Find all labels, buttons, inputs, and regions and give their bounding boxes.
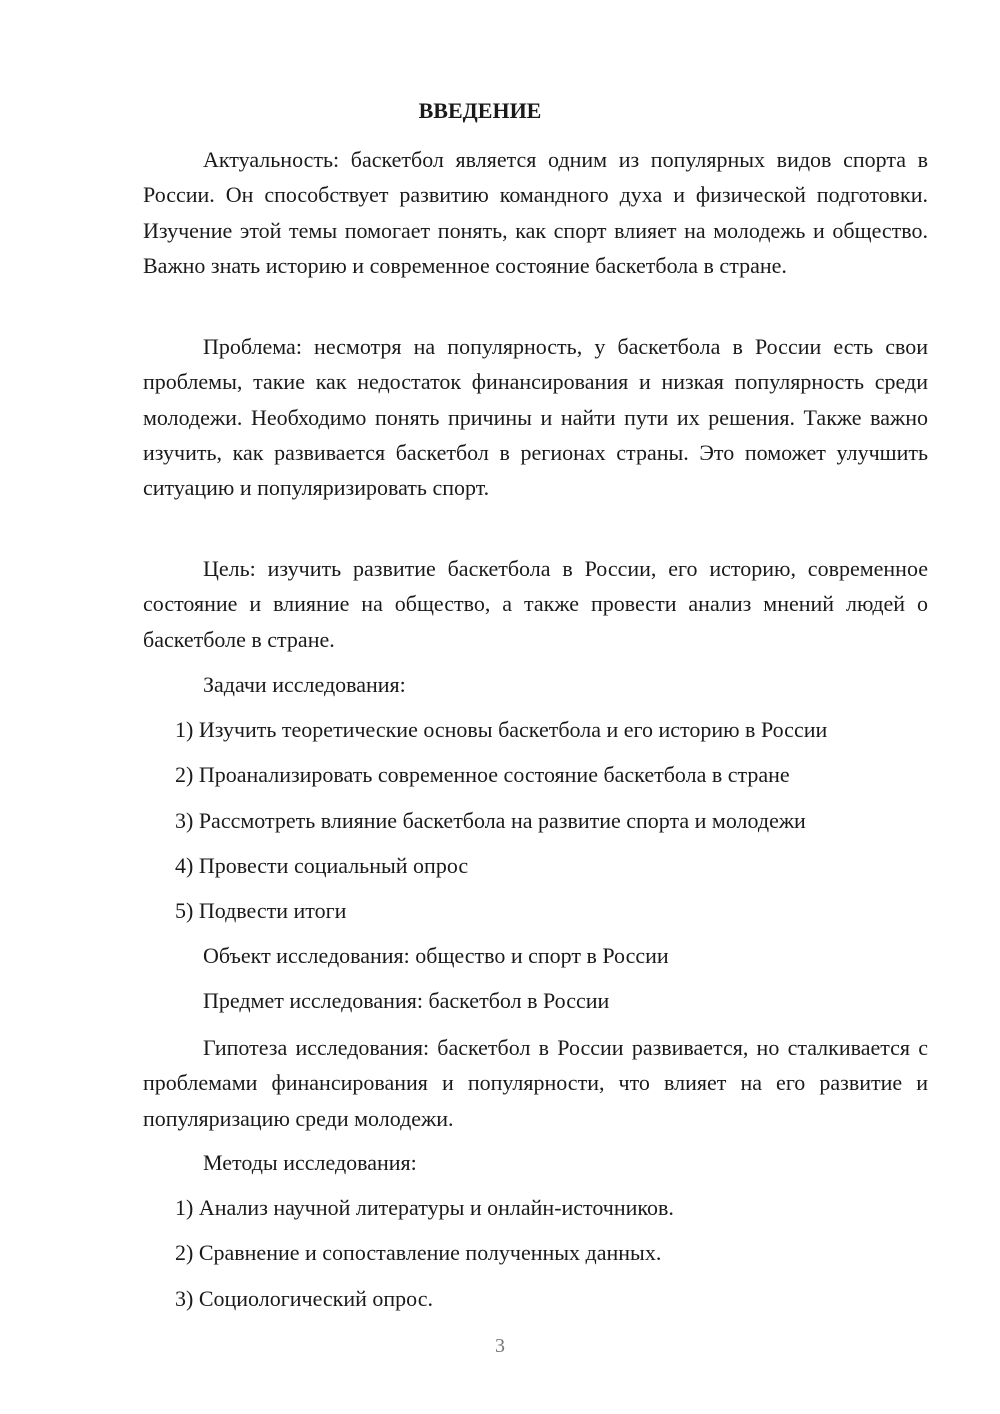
problem-text: Проблема: несмотря на популярность, у баскетбола в России есть свои проблемы, такие как недостаток финансирования и низкая популярность среди молодежи. Необходимо понять причины и найти пути их решения. Также важно изучить, как развивается баскетбол в регионах страны. Это поможет улучшить ситуацию и популяризировать спорт. — [143, 334, 928, 501]
methods-heading: Методы исследования: — [203, 1150, 417, 1175]
section-title-text: ВВЕДЕНИЕ — [418, 98, 542, 123]
goal-text: Цель: изучить развитие баскетбола в России, его историю, современное состояние и влияние на общество, а также провести анализ мнений людей о баскетболе в стране. — [143, 556, 928, 652]
page-number-text: 3 — [495, 1335, 505, 1357]
section-title — [72, 97, 1000, 125]
method-item: 1) Анализ научной литературы и онлайн-источников. — [175, 1195, 674, 1220]
research-subject: Предмет исследования: баскетбол в России — [203, 988, 610, 1013]
tasks-heading: Задачи исследования: — [203, 672, 406, 697]
paragraph-relevance — [143, 142, 928, 283]
task-item: 3) Рассмотреть влияние баскетбола на развитие спорта и молодежи — [175, 808, 806, 833]
hypothesis-text: Гипотеза исследования: баскетбол в России развивается, но сталкивается с проблемами финансирования и популярности, что влияет на его развитие и популяризацию среди молодежи. — [143, 1035, 928, 1131]
task-item: 2) Проанализировать современное состояние баскетбола в стране — [175, 762, 790, 787]
task-item: 1) Изучить теоретические основы баскетбола и его историю в России — [175, 717, 828, 742]
paragraph-hypothesis — [143, 1030, 928, 1136]
research-object: Объект исследования: общество и спорт в России — [203, 943, 669, 968]
page-number — [70, 1335, 1000, 1358]
method-item: 3) Социологический опрос. — [175, 1286, 433, 1311]
task-item: 5) Подвести итоги — [175, 898, 347, 923]
task-item: 4) Провести социальный опрос — [175, 853, 469, 878]
paragraph-goal — [143, 551, 928, 657]
paragraph-problem — [143, 329, 928, 505]
relevance-text: Актуальность: баскетбол является одним из популярных видов спорта в России. Он способствует развитию командного духа и физической подготовки. Изучение этой темы помогает понять, как спорт влияет на молодежь и общество. Важно знать историю и современное состояние баскетбола в стране. — [143, 147, 928, 278]
method-item: 2) Сравнение и сопоставление полученных данных. — [175, 1240, 662, 1265]
